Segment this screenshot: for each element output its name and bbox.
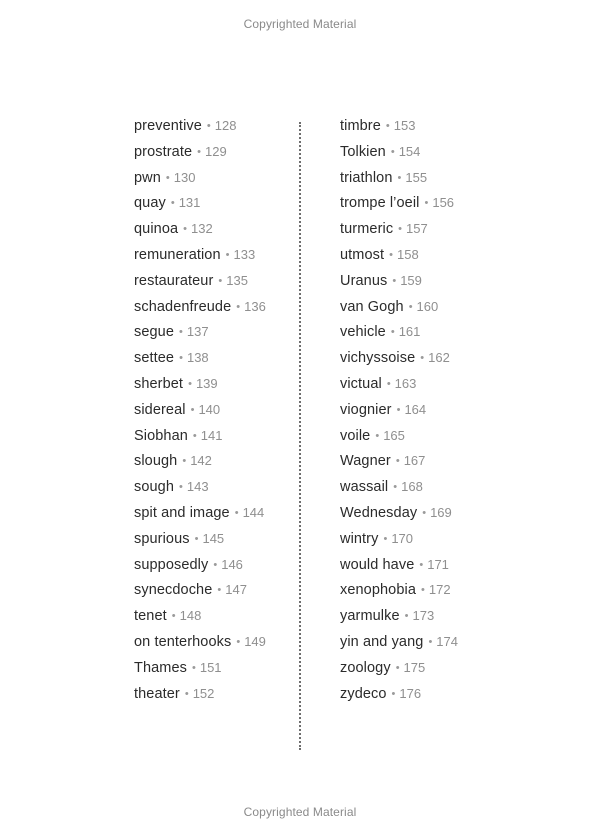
entry-term: on tenterhooks [134, 633, 232, 650]
entry-term: utmost [340, 246, 385, 263]
entry-page-number: 151 [199, 659, 222, 675]
bullet-separator: • [213, 558, 218, 571]
index-entry [134, 451, 266, 477]
index-entry [340, 632, 458, 658]
entry-page-number: 161 [398, 324, 421, 340]
bullet-separator: • [424, 197, 429, 210]
bullet-separator: • [422, 506, 427, 519]
entry-page-number: 146 [221, 556, 243, 572]
entry-page-number: 147 [225, 582, 247, 598]
bullet-separator: • [192, 429, 197, 442]
entry-page-number: 149 [244, 633, 266, 649]
index-entry [134, 142, 266, 168]
bullet-separator: • [217, 584, 222, 597]
entry-term: zydeco [340, 685, 387, 702]
copyright-watermark-top: Copyrighted Material [243, 17, 357, 31]
index-entry [134, 322, 266, 348]
index-entry [134, 684, 266, 710]
index-entry [340, 245, 458, 271]
entry-term: sidereal [134, 401, 186, 418]
entry-page-number: 175 [403, 659, 426, 675]
entry-page-number: 156 [432, 195, 455, 211]
entry-term: restaurateur [134, 272, 214, 289]
bullet-separator: • [385, 120, 390, 132]
entry-term: turmeric [340, 221, 394, 238]
index-entry [340, 348, 458, 374]
entry-term: quinoa [134, 221, 179, 238]
entry-term: wintry [340, 530, 379, 547]
index-entry [134, 193, 266, 219]
entry-term: spurious [134, 530, 190, 547]
index-entry [340, 658, 458, 684]
entry-term: theater [134, 685, 180, 702]
entry-term: trompe l’oeil [340, 195, 420, 212]
index-entry [134, 348, 266, 374]
entry-page-number: 143 [186, 479, 209, 495]
index-entry [340, 400, 458, 426]
entry-page-number: 155 [405, 169, 428, 185]
entry-page-number: 165 [383, 427, 405, 443]
entry-page-number: 162 [428, 350, 450, 366]
index-entry [134, 271, 266, 297]
index-entry [340, 271, 458, 297]
entry-term: vichyssoise [340, 350, 416, 367]
index-column-right [340, 116, 458, 709]
entry-term: Uranus [340, 272, 388, 289]
index-entry [340, 426, 458, 452]
index-entry [340, 322, 458, 348]
entry-page-number: 160 [416, 298, 439, 314]
entry-page-number: 130 [173, 169, 196, 185]
bullet-separator: • [184, 687, 189, 700]
index-entry [134, 503, 266, 529]
bullet-separator: • [170, 197, 175, 210]
index-entry [134, 426, 266, 452]
copyright-watermark-bottom: Copyrighted Material [243, 805, 357, 819]
entry-term: tenet [134, 608, 167, 625]
index-entry [134, 477, 266, 503]
entry-term: vehicle [340, 324, 386, 341]
entry-page-number: 158 [396, 246, 419, 262]
bullet-separator: • [194, 532, 199, 545]
entry-page-number: 140 [198, 401, 221, 417]
entry-page-number: 141 [200, 427, 223, 443]
entry-term: timbre [340, 118, 381, 134]
index-entry [340, 580, 458, 606]
entry-term: Tolkien [340, 143, 386, 160]
bullet-separator: • [408, 300, 413, 313]
bullet-separator: • [390, 145, 395, 158]
entry-page-number: 170 [391, 530, 414, 546]
bullet-separator: • [392, 274, 397, 287]
entry-term: viognier [340, 401, 392, 418]
entry-term: zoology [340, 659, 391, 676]
bullet-separator: • [390, 326, 395, 339]
entry-page-number: 148 [179, 608, 202, 624]
entry-page-number: 129 [204, 143, 227, 159]
entry-page-number: 128 [214, 118, 237, 133]
entry-term: victual [340, 375, 382, 392]
bullet-separator: • [234, 506, 239, 519]
bullet-separator: • [206, 120, 211, 132]
entry-page-number: 167 [403, 453, 426, 469]
entry-page-number: 159 [400, 272, 422, 288]
bullet-separator: • [396, 403, 401, 416]
entry-term: synecdoche [134, 582, 213, 599]
bullet-separator: • [190, 403, 195, 416]
entry-term: voile [340, 427, 371, 444]
bullet-separator: • [383, 532, 388, 545]
entry-term: sough [134, 479, 175, 496]
index-entry [134, 555, 266, 581]
bullet-separator: • [419, 558, 424, 571]
bullet-separator: • [236, 635, 241, 648]
bullet-separator: • [225, 248, 230, 261]
entry-term: Wagner [340, 453, 391, 470]
bullet-separator: • [191, 661, 196, 674]
index-entry [134, 658, 266, 684]
index-entry [340, 477, 458, 503]
entry-term: schadenfreude [134, 298, 232, 315]
bullet-separator: • [179, 352, 183, 365]
entry-page-number: 173 [412, 608, 435, 624]
entry-page-number: 137 [186, 324, 209, 340]
entry-page-number: 169 [430, 504, 452, 520]
index-entry [340, 193, 458, 219]
index-entry [340, 529, 458, 555]
index-entry [340, 684, 458, 710]
entry-page-number: 133 [233, 246, 256, 262]
entry-page-number: 139 [195, 375, 218, 391]
bullet-separator: • [391, 687, 396, 700]
entry-page-number: 132 [191, 221, 213, 237]
entry-term: yin and yang [340, 633, 424, 650]
index-entry [134, 632, 266, 658]
entry-term: Siobhan [134, 427, 188, 444]
bullet-separator: • [395, 455, 400, 468]
entry-term: yarmulke [340, 608, 400, 625]
entry-page-number: 171 [427, 556, 449, 572]
entry-page-number: 164 [404, 401, 427, 417]
bullet-separator: • [375, 429, 380, 442]
index-entry [134, 580, 266, 606]
entry-term: remuneration [134, 246, 221, 263]
index-entry [340, 297, 458, 323]
bullet-separator: • [179, 326, 183, 339]
entry-page-number: 152 [192, 685, 215, 701]
index-entry [134, 245, 266, 271]
bullet-separator: • [404, 610, 409, 623]
bullet-separator: • [386, 377, 391, 390]
entry-term: xenophobia [340, 582, 416, 599]
entry-page-number: 174 [436, 633, 458, 649]
index-entry [134, 297, 266, 323]
entry-term: quay [134, 195, 166, 212]
bullet-separator: • [183, 223, 188, 236]
bullet-separator: • [218, 274, 223, 287]
entry-page-number: 136 [244, 298, 266, 314]
index-entry [134, 529, 266, 555]
entry-page-number: 176 [399, 685, 422, 701]
entry-term: settee [134, 350, 175, 367]
index-entry [134, 374, 266, 400]
bullet-separator: • [398, 223, 403, 236]
entry-page-number: 168 [401, 479, 423, 495]
entry-page-number: 135 [226, 272, 248, 288]
index-column-left [134, 116, 266, 709]
entry-page-number: 157 [406, 221, 428, 237]
entry-term: preventive [134, 118, 202, 134]
entry-page-number: 153 [393, 118, 416, 133]
entry-term: Thames [134, 659, 187, 676]
entry-term: triathlon [340, 169, 393, 186]
bullet-separator: • [395, 661, 400, 674]
entry-page-number: 144 [242, 504, 265, 520]
bullet-separator: • [397, 171, 402, 184]
index-entry [134, 606, 266, 632]
index-entry [340, 555, 458, 581]
bullet-separator: • [182, 455, 187, 468]
bullet-separator: • [389, 248, 393, 261]
bullet-separator: • [179, 481, 183, 494]
entry-page-number: 163 [394, 375, 417, 391]
index-entry [134, 116, 266, 142]
column-divider [299, 122, 301, 750]
bullet-separator: • [171, 610, 176, 623]
bullet-separator: • [197, 145, 201, 158]
entry-term: pwn [134, 169, 161, 186]
entry-term: spit and image [134, 504, 230, 521]
bullet-separator: • [428, 635, 433, 648]
entry-term: van Gogh [340, 298, 404, 315]
entry-page-number: 154 [398, 143, 421, 159]
bullet-separator: • [420, 352, 425, 365]
index-entry [340, 168, 458, 194]
index-entry [134, 168, 266, 194]
index-entry [340, 606, 458, 632]
entry-term: prostrate [134, 143, 193, 160]
bullet-separator: • [236, 300, 241, 313]
entry-page-number: 145 [202, 530, 225, 546]
entry-term: would have [340, 556, 415, 573]
entry-term: Wednesday [340, 504, 418, 521]
index-entry [340, 219, 458, 245]
entry-term: supposedly [134, 556, 209, 573]
bullet-separator: • [421, 584, 425, 597]
index-entry [340, 503, 458, 529]
entry-page-number: 138 [186, 350, 209, 366]
entry-page-number: 131 [178, 195, 201, 211]
entry-term: segue [134, 324, 175, 341]
entry-page-number: 172 [428, 582, 451, 598]
bullet-separator: • [165, 171, 170, 184]
entry-page-number: 142 [190, 453, 212, 469]
entry-term: slough [134, 453, 178, 470]
bullet-separator: • [393, 481, 398, 494]
index-entry [340, 374, 458, 400]
index-entry [134, 219, 266, 245]
entry-term: sherbet [134, 375, 184, 392]
index-entry [340, 116, 458, 142]
index-entry [340, 451, 458, 477]
bullet-separator: • [188, 377, 192, 390]
entry-term: wassail [340, 479, 389, 496]
index-entry [134, 400, 266, 426]
index-entry [340, 142, 458, 168]
